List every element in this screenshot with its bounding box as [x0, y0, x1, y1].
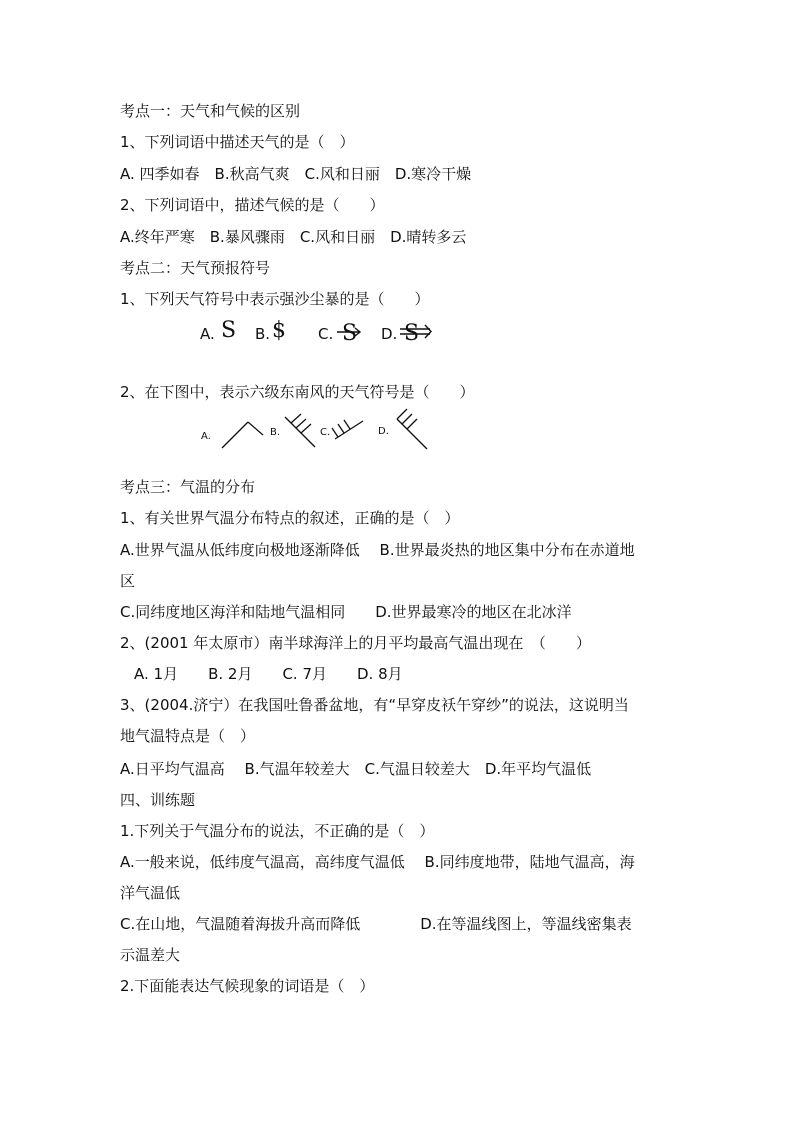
- symbol-label-a: A.: [200, 325, 215, 343]
- wind-symbol-b: [285, 414, 315, 447]
- section2-q2: 2、在下图中，表示六级东南风的天气符号是（ ）: [120, 383, 475, 401]
- section4-q1-line-d: 示温差大: [120, 946, 181, 964]
- section1-q2: 2、下列词语中，描述气候的是（ ）: [120, 196, 385, 214]
- symbol-label-b: B.: [255, 325, 271, 343]
- wind-label-c: C.: [320, 427, 331, 438]
- section2-title: 考点二：天气预报符号: [120, 259, 271, 277]
- wind-symbol-a: [222, 422, 263, 448]
- section3-q2-options: A. 1月 B. 2月 C. 7月 D. 8月: [134, 665, 403, 683]
- section3-title: 考点三：气温的分布: [120, 478, 256, 496]
- symbol-label-d: D.: [381, 325, 398, 343]
- strong-dust-symbol-d: [398, 318, 436, 346]
- svg-text:S: S: [342, 321, 358, 346]
- strong-sandstorm-symbol-b: $: [272, 318, 286, 343]
- section3-q1: 1、有关世界气温分布特点的叙述，正确的是（ ）: [120, 509, 460, 527]
- section3-q3-cont: 地气温特点是（ ）: [120, 727, 256, 745]
- svg-text:S: S: [404, 321, 420, 346]
- section1-title: 考点一：天气和气候的区别: [120, 102, 301, 120]
- section4-q1-line-c: C.在山地，气温随着海拔升高而降低 D.在等温线图上，等温线密集表: [120, 915, 632, 933]
- dust-symbol-c: [335, 318, 367, 346]
- section4-title: 四、训练题: [120, 791, 196, 809]
- section4-q1: 1.下列关于气温分布的说法，不正确的是（ ）: [120, 822, 435, 840]
- section1-q1: 1、下列词语中描述天气的是（ ）: [120, 133, 355, 151]
- wind-label-d: D.: [378, 426, 389, 437]
- sandstorm-symbol-a: S: [221, 318, 237, 343]
- wind-label-a: A.: [201, 431, 211, 442]
- section4-q1-line-a: A.一般来说，低纬度气温高，高纬度气温低 B.同纬度地带，陆地气温高，海: [120, 853, 635, 871]
- wind-symbol-d: [397, 409, 427, 449]
- section3-q1-line-b: 区: [120, 572, 136, 590]
- section3-q1-line-c: C.同纬度地区海洋和陆地气温相同 D.世界最寒冷的地区在北冰洋: [120, 603, 572, 621]
- wind-label-b: B.: [270, 427, 281, 438]
- section3-q1-line-a: A.世界气温从低纬度向极地逐渐降低 B.世界最炎热的地区集中分布在赤道地: [120, 541, 635, 559]
- section4-q2: 2.下面能表达气候现象的词语是（ ）: [120, 977, 375, 995]
- section3-q3: 3、(2004.济宁）在我国吐鲁番盆地，有“早穿皮袄午穿纱”的说法，这说明当: [120, 696, 629, 714]
- section4-q1-line-b: 洋气温低: [120, 884, 181, 902]
- section3-q2: 2、(2001 年太原市）南半球海洋上的月平均最高气温出现在 （ ）: [120, 634, 591, 652]
- wind-symbols-diagram: [195, 405, 435, 455]
- section1-q1-options: A. 四季如春 B.秋高气爽 C.风和日丽 D.寒冷干燥: [120, 165, 472, 183]
- wind-symbol-c: [332, 420, 363, 439]
- section2-q1: 1、下列天气符号中表示强沙尘暴的是（ ）: [120, 290, 430, 308]
- section1-q2-options: A.终年严寒 B.暴风骤雨 C.风和日丽 D.晴转多云: [120, 228, 467, 246]
- symbol-label-c: C.: [318, 325, 334, 343]
- section3-q3-options: A.日平均气温高 B.气温年较差大 C.气温日较差大 D.年平均气温低: [120, 760, 592, 778]
